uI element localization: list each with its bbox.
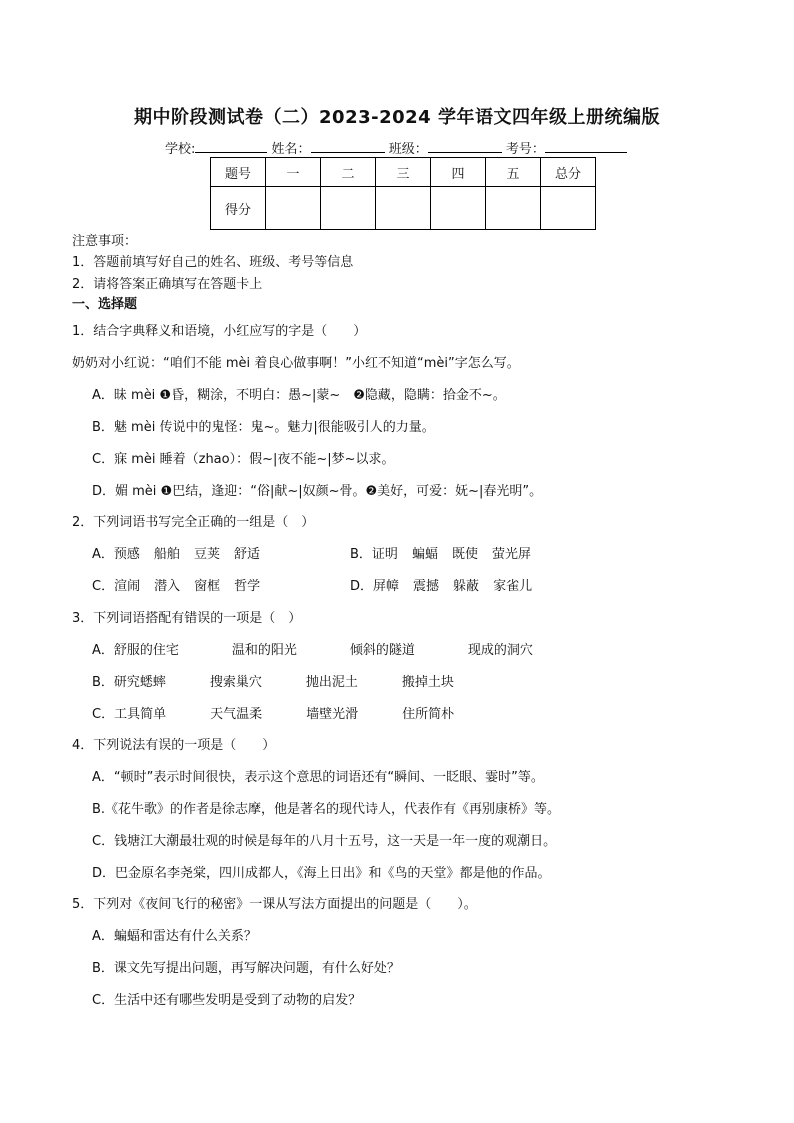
exam-no-blank: [545, 138, 627, 153]
section-heading: 一、选择题: [72, 297, 138, 312]
score-cell: [266, 187, 321, 230]
score-cell: [541, 187, 596, 230]
question-1-context: 奶奶对小红说：“咱们不能 mèi 着良心做事啊！”小红不知道“mèi”字怎么写。: [72, 356, 520, 371]
exam-no-label: 考号：: [505, 142, 545, 157]
score-header-cell: 二: [321, 158, 376, 187]
option-word: 屏幛: [373, 579, 400, 594]
option-letter: B．: [350, 547, 372, 562]
question-4-option-d: D．巴金原名李尧棠，四川成都人，《海上日出》和《鸟的天堂》都是他的作品。: [92, 866, 551, 881]
option-word: 搜索巢穴: [209, 675, 262, 690]
option-word: 预感: [113, 547, 140, 562]
option-word: 舒适: [233, 547, 260, 562]
question-2-option-d: [350, 579, 546, 594]
question-2-row: [92, 575, 546, 594]
option-word: 天气温柔: [210, 707, 263, 722]
score-header-cell: 题号: [211, 158, 266, 187]
option-word: 躲蔽: [453, 579, 480, 594]
option-letter: D．: [350, 579, 374, 594]
question-2-option-a: [92, 543, 350, 562]
question-2-option-b: [350, 547, 545, 562]
question-3-option-b: [92, 671, 454, 690]
question-5-stem: 5．下列对《夜间飞行的秘密》一课从写法方面提出的问题是（ ）。: [72, 897, 477, 912]
score-header-cell: 三: [376, 158, 431, 187]
option-word: 家雀儿: [493, 579, 533, 594]
notes-heading: 注意事项：: [72, 234, 138, 249]
name-label: 姓名：: [271, 142, 311, 157]
name-blank: [311, 138, 385, 153]
note-item: 1．答题前填写好自己的姓名、班级、考号等信息: [72, 255, 354, 270]
student-info-row: [165, 138, 627, 157]
question-1-stem: 1．结合字典释义和语境，小红应写的字是（ ）: [72, 324, 367, 339]
question-2-option-c: [92, 575, 350, 594]
score-row-label: 得分: [211, 187, 266, 230]
score-table-row: [211, 187, 596, 230]
question-4-option-b: B.《花牛歌》的作者是徐志摩，他是著名的现代诗人，代表作有《再别康桥》等。: [92, 802, 561, 817]
score-cell: [486, 187, 541, 230]
question-5-option-b: B．课文先写提出问题，再写解决问题，有什么好处？: [92, 961, 400, 976]
page-title: 期中阶段测试卷（二）2023-2024 学年语文四年级上册统编版: [134, 107, 660, 128]
option-word: 住所简朴: [402, 707, 455, 722]
option-word: 蝙蝠: [411, 547, 438, 562]
question-1-option-b: B．魅 mèi 传说中的鬼怪：鬼~。魅力|很能吸引人的力量。: [92, 420, 435, 435]
score-table-header: [211, 158, 596, 187]
class-label: 班级：: [388, 142, 428, 157]
score-cell: [321, 187, 376, 230]
option-word: 现成的洞穴: [467, 643, 533, 658]
option-letter: A．: [92, 547, 114, 562]
option-letter: A．: [92, 643, 114, 658]
score-header-cell: 总分: [541, 158, 596, 187]
score-header-cell: 四: [431, 158, 486, 187]
question-3-option-c: [92, 703, 454, 722]
option-letter: C．: [92, 707, 115, 722]
option-word: 温和的阳光: [231, 643, 297, 658]
option-letter: C．: [92, 579, 115, 594]
question-1-option-c: C．寐 mèi 睡着（zhao）：假~|夜不能~|梦~以求。: [92, 452, 395, 467]
score-table: [210, 157, 596, 230]
option-word: 抛出泥土: [305, 675, 358, 690]
school-label: 学校:: [165, 142, 196, 157]
score-header-cell: 五: [486, 158, 541, 187]
option-word: 既使: [451, 547, 478, 562]
class-blank: [428, 138, 502, 153]
option-word: 工具简单: [114, 707, 167, 722]
option-word: 窗框: [194, 579, 221, 594]
option-word: 萤光屏: [491, 547, 531, 562]
question-2-row: [92, 543, 545, 562]
question-4-option-c: C．钱塘江大潮最壮观的时候是每年的八月十五号，这一天是一年一度的观潮日。: [92, 834, 557, 849]
score-cell: [376, 187, 431, 230]
question-4-option-a: A．“顿时”表示时间很快，表示这个意思的词语还有“瞬间、一眨眼、霎时”等。: [92, 770, 544, 785]
option-word: 豆荚: [193, 547, 220, 562]
option-word: 潜入: [154, 579, 181, 594]
question-1-option-a: A．昧 mèi ❶昏，糊涂，不明白：愚~|蒙~ ❷隐藏，隐瞒：拾金不~。: [92, 388, 506, 403]
option-word: 搬掉土块: [401, 675, 454, 690]
question-5-option-c: C．生活中还有哪些发明是受到了动物的启发？: [92, 993, 362, 1008]
option-word: 船舶: [153, 547, 180, 562]
option-word: 墙壁光滑: [306, 707, 359, 722]
school-blank: [195, 138, 267, 153]
score-header-cell: 一: [266, 158, 321, 187]
option-word: 震撼: [413, 579, 440, 594]
question-3-option-a: [92, 639, 533, 658]
option-letter: B．: [92, 675, 114, 690]
option-word: 倾斜的隧道: [349, 643, 415, 658]
question-3-stem: 3．下列词语搭配有错误的一项是（ ）: [72, 611, 302, 626]
option-word: 渲闹: [114, 579, 141, 594]
option-word: 研究蟋蟀: [113, 675, 166, 690]
score-cell: [431, 187, 486, 230]
option-word: 舒服的住宅: [113, 643, 179, 658]
question-1-option-d: D．媚 mèi ❶巴结，逢迎：“俗|献~|奴颜~骨。❷美好，可爱：妩~|春光明”。: [92, 484, 543, 499]
question-4-stem: 4．下列说法有误的一项是（ ）: [72, 738, 276, 753]
question-5-option-a: A．蝙蝠和雷达有什么关系？: [92, 929, 257, 944]
option-word: 证明: [371, 547, 398, 562]
question-2-stem: 2．下列词语书写完全正确的一组是（ ）: [72, 515, 315, 530]
option-word: 哲学: [234, 579, 261, 594]
note-item: 2．请将答案正确填写在答题卡上: [72, 277, 263, 292]
